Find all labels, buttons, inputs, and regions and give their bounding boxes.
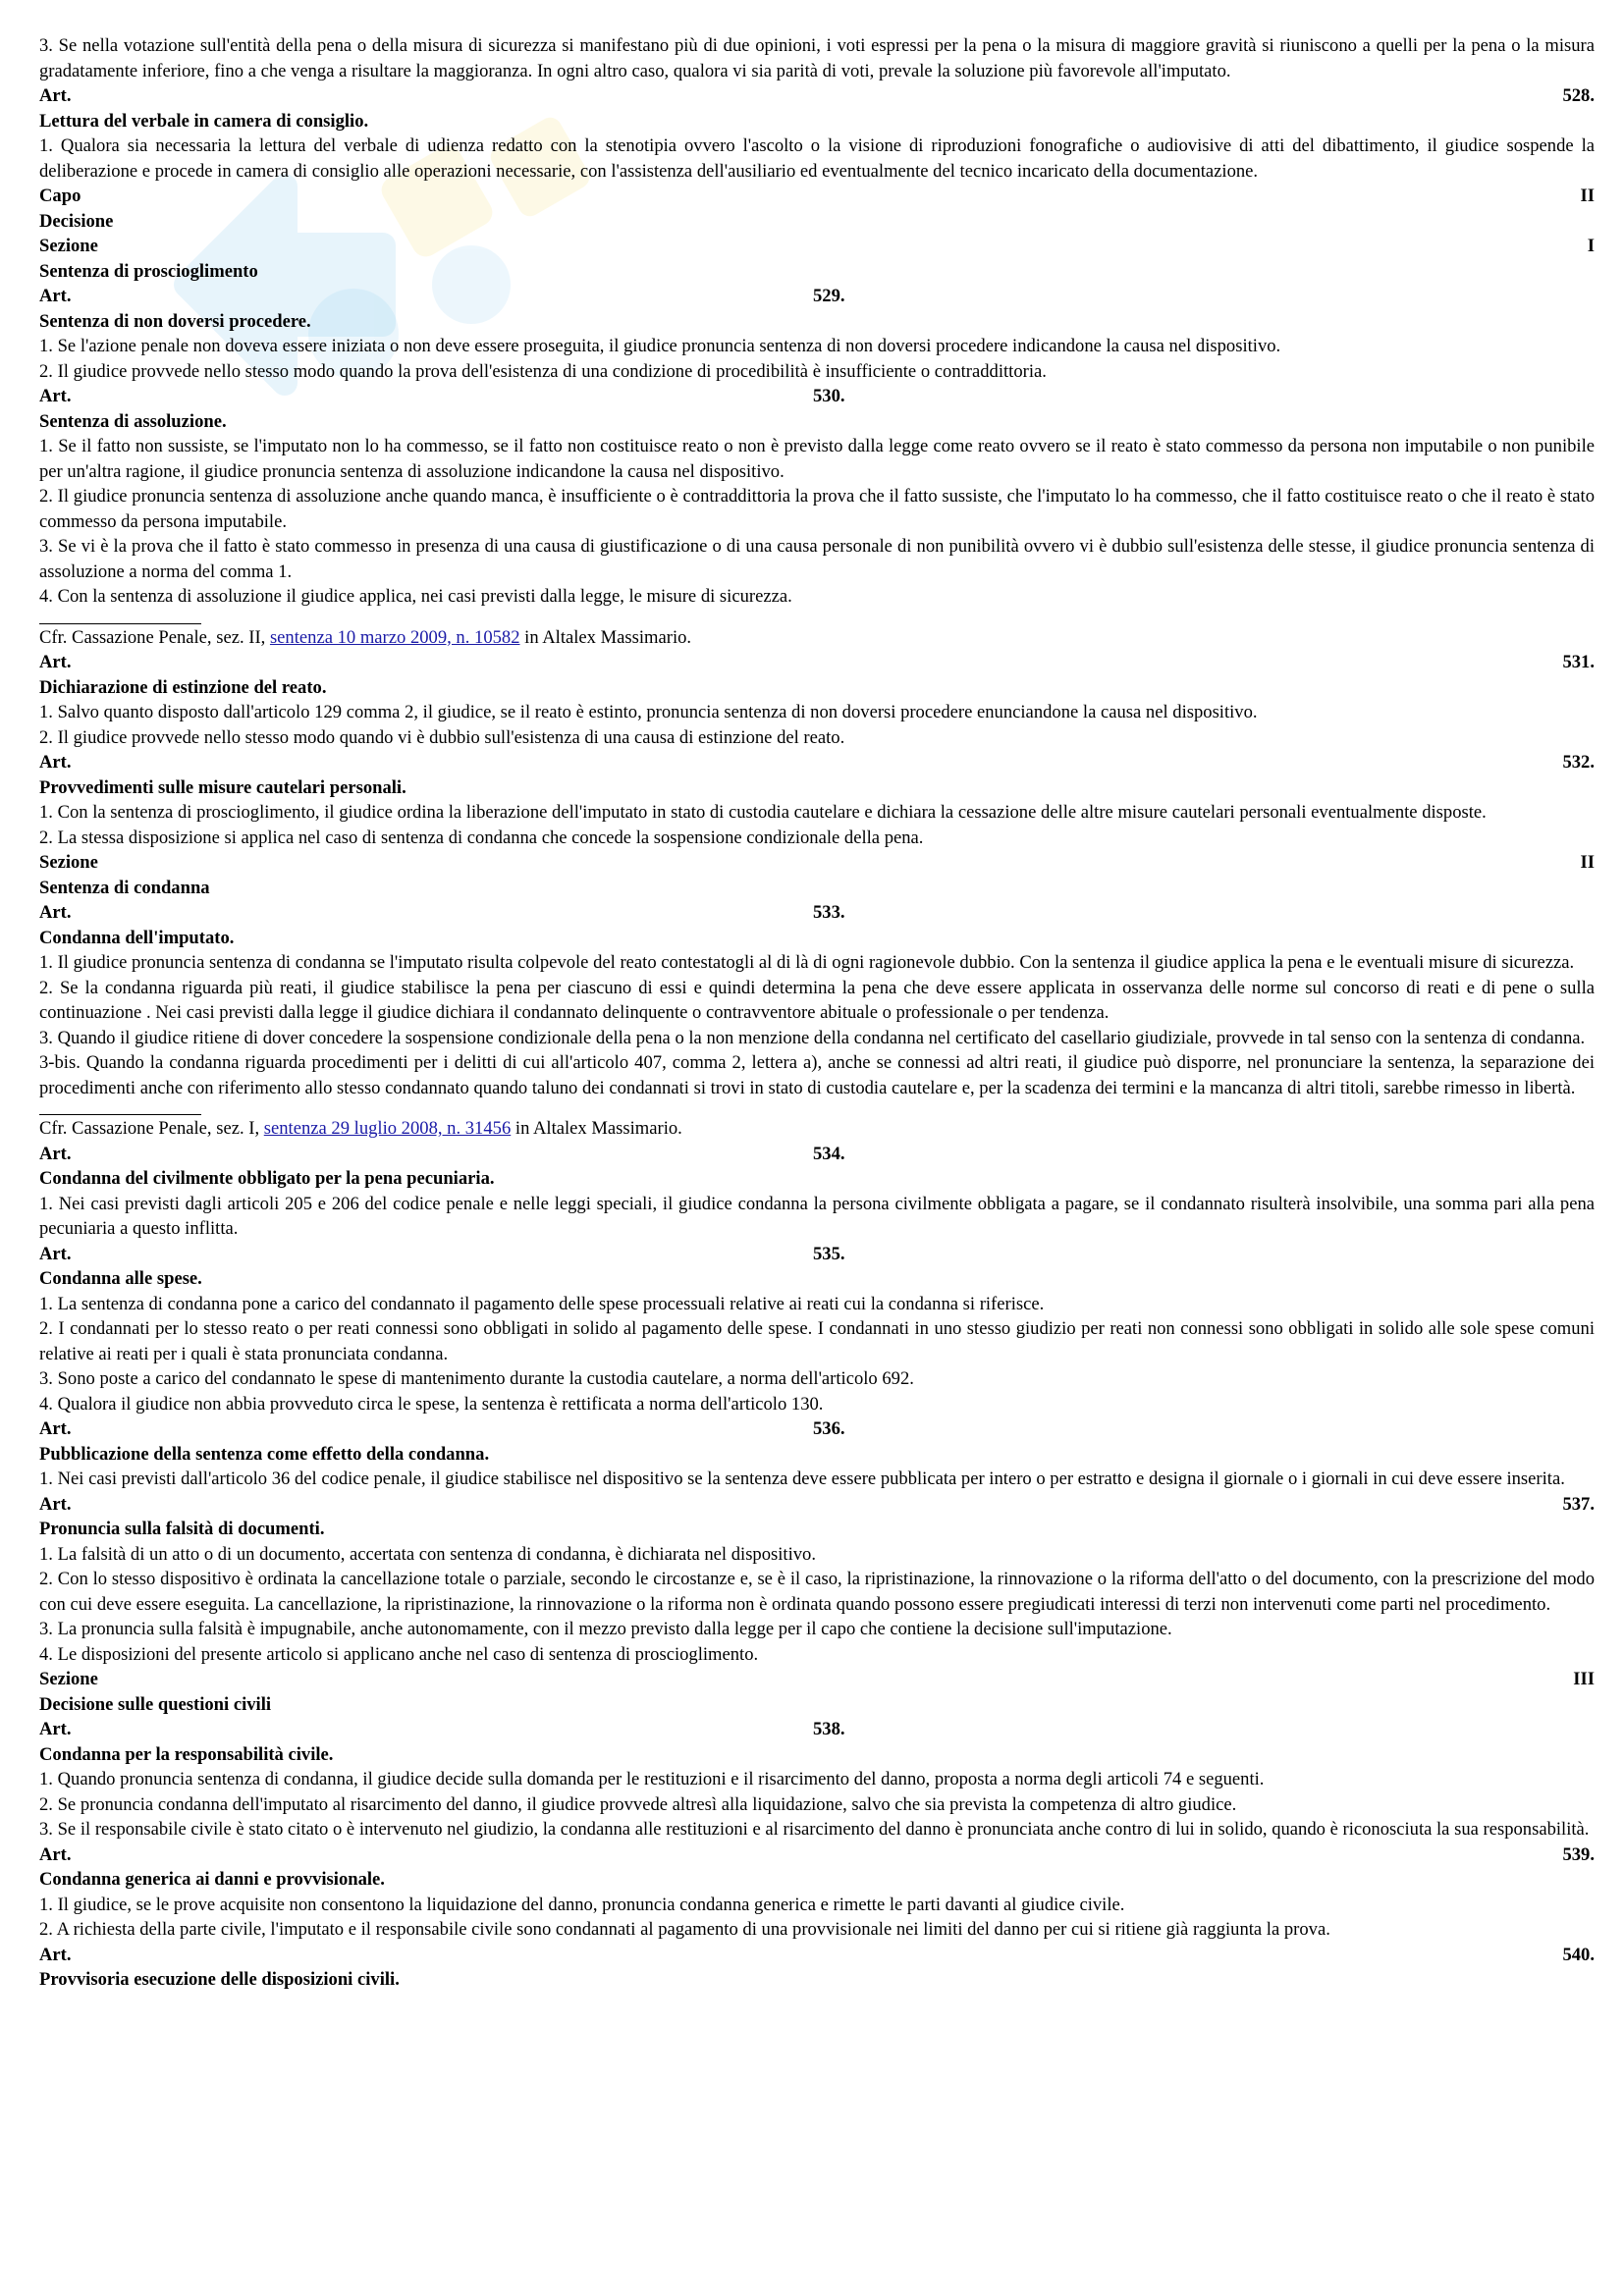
footnote xyxy=(39,625,1595,651)
article-number: 533. xyxy=(813,902,845,923)
heading-number: 532. xyxy=(1562,752,1595,773)
paragraph: 2. I condannati per lo stesso reato o per reati connessi sono obbligati in solido al pagamento delle spese. I condannati in uno stesso giudizio per reati non connessi sono obbligati in solido alle sole spese comuni relative ai reati per i quali è stata pronunciata condanna. xyxy=(39,1318,1595,1364)
article-title: Condanna alle spese. xyxy=(39,1268,202,1289)
paragraph: 2. Se pronuncia condanna dell'imputato al risarcimento del danno, il giudice provvede altresì alla liquidazione, salvo che sia prevista la competenza di altro giudice. xyxy=(39,1793,1237,1815)
paragraph: 1. La falsità di un atto o di un documento, accertata con sentenza di condanna, è dichiarata nel dispositivo. xyxy=(39,1543,816,1565)
article-number: 529. xyxy=(813,286,845,306)
paragraph: 2. Il giudice pronuncia sentenza di assoluzione anche quando manca, è insufficiente o è contraddittoria la prova che il fatto sussiste, che l'imputato lo ha commesso, che il fatto costituisce reato o che il reato è stato commesso da persona imputabile. xyxy=(39,486,1595,532)
article-label: Art. xyxy=(39,1719,72,1739)
paragraph: 1. Se il fatto non sussiste, se l'imputato non lo ha commesso, se il fatto non costituisce reato o non è previsto dalla legge come reato ovvero se il reato è stato commesso da persona non imputabile o non punibile per un'altra ragione, il giudice pronuncia sentenza di assoluzione indicandone la causa nel dispositivo. xyxy=(39,436,1595,482)
heading-number: 540. xyxy=(1562,1944,1595,1965)
heading-label: Sezione xyxy=(39,1669,98,1689)
article-heading xyxy=(39,900,1595,926)
footnote-separator xyxy=(39,1114,201,1115)
article-heading xyxy=(39,1416,1595,1442)
paragraph: 1. Salvo quanto disposto dall'articolo 129 comma 2, il giudice, se il reato è estinto, pronuncia sentenza di non doversi procedere enunciandone la causa nel dispositivo. xyxy=(39,702,1258,722)
paragraph: 3. Se nella votazione sull'entità della pena o della misura di sicurezza si manifestano più di due opinioni, i voti espressi per la pena o la misura di maggiore gravità si riuniscono a quelli per la pena o la misura gradatamente inferiore, fino a che venga a risultare la maggioranza. In ogni altro caso, qualora vi sia parità di voti, prevale la soluzione più favorevole all'imputato. xyxy=(39,35,1595,81)
article-heading xyxy=(39,1717,1595,1742)
sentenza-link[interactable]: sentenza 29 luglio 2008, n. 31456 xyxy=(263,1118,512,1139)
article-title: Sentenza di non doversi procedere. xyxy=(39,310,311,332)
footnote-suffix: in Altalex Massimario. xyxy=(519,626,692,648)
paragraph: 2. Il giudice provvede nello stesso modo quando vi è dubbio sull'esistenza di una causa di estinzione del reato. xyxy=(39,726,845,748)
article-label: Art. xyxy=(39,286,72,306)
article-title: Condanna dell'imputato. xyxy=(39,927,235,948)
paragraph: 4. Con la sentenza di assoluzione il giudice applica, nei casi previsti dalla legge, le misure di sicurezza. xyxy=(39,586,792,607)
heading-row xyxy=(39,1667,1595,1692)
paragraph: 4. Qualora il giudice non abbia provveduto circa le spese, la sentenza è rettificata a norma dell'articolo 130. xyxy=(39,1393,824,1415)
article-title: Lettura del verbale in camera di consiglio. xyxy=(39,110,369,132)
paragraph: 2. Con lo stesso dispositivo è ordinata la cancellazione totale o parziale, secondo le circostanze e, se è il caso, la ripristinazione, la rinnovazione o la riforma dell'atto o del documento, con la prescrizione del modo con cui deve essere eseguita. La cancellazione, la ripristinazione, la rinnovazione o la riforma non è ordinata quando possono essere pregiudicati interessi di terzi non intervenuti come parti nel procedimento. xyxy=(39,1569,1595,1615)
article-number: 538. xyxy=(813,1719,845,1739)
article-title: Condanna generica ai danni e provvisionale. xyxy=(39,1869,385,1890)
article-title: Pubblicazione della sentenza come effetto della condanna. xyxy=(39,1443,490,1465)
paragraph: 1. Con la sentenza di proscioglimento, il giudice ordina la liberazione dell'imputato in stato di custodia cautelare e dichiara la cessazione delle altre misure cautelari personali eventualmente disposte. xyxy=(39,802,1487,823)
heading-row xyxy=(39,234,1595,259)
article-label: Art. xyxy=(39,1243,72,1264)
paragraph: 3-bis. Quando la condanna riguarda procedimenti per i delitti di cui all'articolo 407, comma 2, lettera a), anche se connessi ad altri reati, il giudice può disporre, nel pronunciare la sentenza, la separazione dei procedimenti anche con riferimento allo stesso condannato quando taluno dei condannati si trovi in stato di custodia cautelare e, per la scadenza dei termini e la mancanza di altri titoli, sarebbe rimesso in libertà. xyxy=(39,1052,1595,1098)
paragraph: 3. Se vi è la prova che il fatto è stato commesso in presenza di una causa di giustificazione o di una causa personale di non punibilità ovvero vi è dubbio sull'esistenza delle stesse, il giudice pronuncia sentenza di assoluzione a norma del comma 1. xyxy=(39,536,1595,582)
heading-label: Art. xyxy=(39,1843,72,1865)
paragraph: 1. Quando pronuncia sentenza di condanna, il giudice decide sulla domanda per le restituzioni e il risarcimento del danno, proposta a norma degli articoli 74 e seguenti. xyxy=(39,1769,1265,1789)
article-title: Provvedimenti sulle misure cautelari personali. xyxy=(39,776,406,798)
footnote-prefix: Cfr. Cassazione Penale, sez. II, xyxy=(39,626,270,648)
heading-row xyxy=(39,850,1595,876)
article-label: Art. xyxy=(39,386,72,406)
paragraph: 3. Quando il giudice ritiene di dover concedere la sospensione condizionale della pena o la non menzione della condanna nel certificato del casellario giudiziale, provvede in tal senso con la sentenza di condanna. xyxy=(39,1027,1586,1048)
heading-number: III xyxy=(1573,1669,1595,1689)
heading-label: Sezione xyxy=(39,852,98,873)
heading-label: Capo xyxy=(39,186,81,206)
article-label: Art. xyxy=(39,902,72,923)
paragraph: 2. A richiesta della parte civile, l'imputato e il responsabile civile sono condannati al pagamento di una provvisionale nei limiti del danno per cui si ritiene già raggiunta la prova. xyxy=(39,1919,1330,1940)
heading-number: I xyxy=(1587,236,1595,256)
heading-label: Art. xyxy=(39,652,72,672)
heading-label: Art. xyxy=(39,85,72,106)
heading-number: 537. xyxy=(1562,1493,1595,1515)
paragraph: 4. Le disposizioni del presente articolo si applicano anche nel caso di sentenza di proscioglimento. xyxy=(39,1643,759,1665)
heading-label: Art. xyxy=(39,752,72,773)
article-title: Sentenza di proscioglimento xyxy=(39,260,258,282)
footnote-prefix: Cfr. Cassazione Penale, sez. I, xyxy=(39,1118,264,1139)
article-number: 535. xyxy=(813,1243,845,1264)
article-title: Condanna del civilmente obbligato per la pena pecuniaria. xyxy=(39,1168,495,1189)
footnote xyxy=(39,1116,1595,1142)
heading-number: II xyxy=(1580,186,1595,206)
heading-row xyxy=(39,650,1595,675)
heading-label: Art. xyxy=(39,1944,72,1965)
paragraph: 1. La sentenza di condanna pone a carico del condannato il pagamento delle spese processuali relative ai reati cui la condanna si riferisce. xyxy=(39,1293,1045,1314)
paragraph: 1. Il giudice pronuncia sentenza di condanna se l'imputato risulta colpevole del reato contestatogli al di là di ogni ragionevole dubbio. Con la sentenza il giudice applica la pena e le eventuali misure di sicurezza. xyxy=(39,952,1575,973)
heading-number: 539. xyxy=(1562,1843,1595,1865)
paragraph: 3. La pronuncia sulla falsità è impugnabile, anche autonomamente, con il mezzo previsto dalla legge per il capo che contiene la decisione sull'imputazione. xyxy=(39,1619,1172,1639)
article-title: Sentenza di assoluzione. xyxy=(39,410,227,432)
article-heading xyxy=(39,1142,1595,1167)
paragraph: 2. Se la condanna riguarda più reati, il giudice stabilisce la pena per ciascuno di essi e quindi determina la pena che deve essere applicata in osservanza delle norme sul concorso di reati e di pene o sulla continuazione . Nei casi previsti dalla legge il giudice dichiara il condannato delinquente o contravventore abituale o professionale o per tendenza. xyxy=(39,977,1595,1023)
footnote-suffix: in Altalex Massimario. xyxy=(511,1118,682,1139)
paragraph: 1. Il giudice, se le prove acquisite non consentono la liquidazione del danno, pronuncia condanna generica e rimette le parti davanti al giudice civile. xyxy=(39,1894,1125,1915)
article-heading xyxy=(39,384,1595,409)
article-title: Sentenza di condanna xyxy=(39,877,210,898)
heading-label: Art. xyxy=(39,1493,72,1515)
article-label: Art. xyxy=(39,1418,72,1439)
article-title: Dichiarazione di estinzione del reato. xyxy=(39,676,327,698)
paragraph: 2. Il giudice provvede nello stesso modo quando la prova dell'esistenza di una condizione di procedibilità è insufficiente o contraddittoria. xyxy=(39,360,1047,382)
heading-number: 531. xyxy=(1562,652,1595,672)
document-page xyxy=(39,33,1595,1993)
article-number: 536. xyxy=(813,1418,845,1439)
heading-row xyxy=(39,1943,1595,1968)
article-number: 534. xyxy=(813,1143,845,1164)
article-title: Provvisoria esecuzione delle disposizioni civili. xyxy=(39,1969,400,1990)
paragraph: 3. Se il responsabile civile è stato citato o è intervenuto nel giudizio, la condanna alle restituzioni e al risarcimento del danno è pronunciata anche contro di lui in solido, quando è riconosciuta la sua responsabilità. xyxy=(39,1819,1590,1840)
article-title: Decisione xyxy=(39,210,114,232)
article-title: Decisione sulle questioni civili xyxy=(39,1693,272,1715)
paragraph: 1. Nei casi previsti dall'articolo 36 del codice penale, il giudice stabilisce nel dispositivo se la sentenza deve essere pubblicata per intero o per estratto e designa il giornale o i giornali in cui deve essere inserita. xyxy=(39,1468,1565,1489)
article-title: Pronuncia sulla falsità di documenti. xyxy=(39,1519,325,1539)
heading-row xyxy=(39,83,1595,109)
article-heading xyxy=(39,1242,1595,1267)
article-heading xyxy=(39,284,1595,309)
article-number: 530. xyxy=(813,386,845,406)
article-title: Condanna per la responsabilità civile. xyxy=(39,1743,334,1765)
paragraph: 2. La stessa disposizione si applica nel caso di sentenza di condanna che concede la sospensione condizionale della pena. xyxy=(39,827,924,848)
paragraph: 1. Se l'azione penale non doveva essere iniziata o non deve essere proseguita, il giudice pronuncia sentenza di non doversi procedere indicandone la causa nel dispositivo. xyxy=(39,336,1281,356)
heading-number: 528. xyxy=(1562,85,1595,106)
paragraph: 3. Sono poste a carico del condannato le spese di mantenimento durante la custodia cautelare, a norma dell'articolo 692. xyxy=(39,1368,914,1389)
paragraph: 1. Qualora sia necessaria la lettura del verbale di udienza redatto con la stenotipia ovvero l'ascolto o la visione di riproduzioni fonografiche o audiovisive di atti del dibattimento, il giudice sospende la deliberazione e procede in camera di consiglio alle operazioni necessarie, con l'assistenza dell'ausiliario ed eventualmente del tecnico incaricato della documentazione. xyxy=(39,135,1595,182)
sentenza-link[interactable]: sentenza 10 marzo 2009, n. 10582 xyxy=(269,626,520,648)
heading-row xyxy=(39,1842,1595,1868)
heading-row xyxy=(39,1492,1595,1518)
paragraph: 1. Nei casi previsti dagli articoli 205 e 206 del codice penale e nelle leggi speciali, il giudice condanna la persona civilmente obbligata a pagare, se il condannato risulterà insolvibile, una somma pari alla pena pecuniaria a questo inflitta. xyxy=(39,1193,1595,1239)
heading-row xyxy=(39,750,1595,775)
article-label: Art. xyxy=(39,1143,72,1164)
footnote-separator xyxy=(39,623,201,624)
heading-label: Sezione xyxy=(39,236,98,256)
heading-number: II xyxy=(1580,852,1595,873)
heading-row xyxy=(39,184,1595,209)
